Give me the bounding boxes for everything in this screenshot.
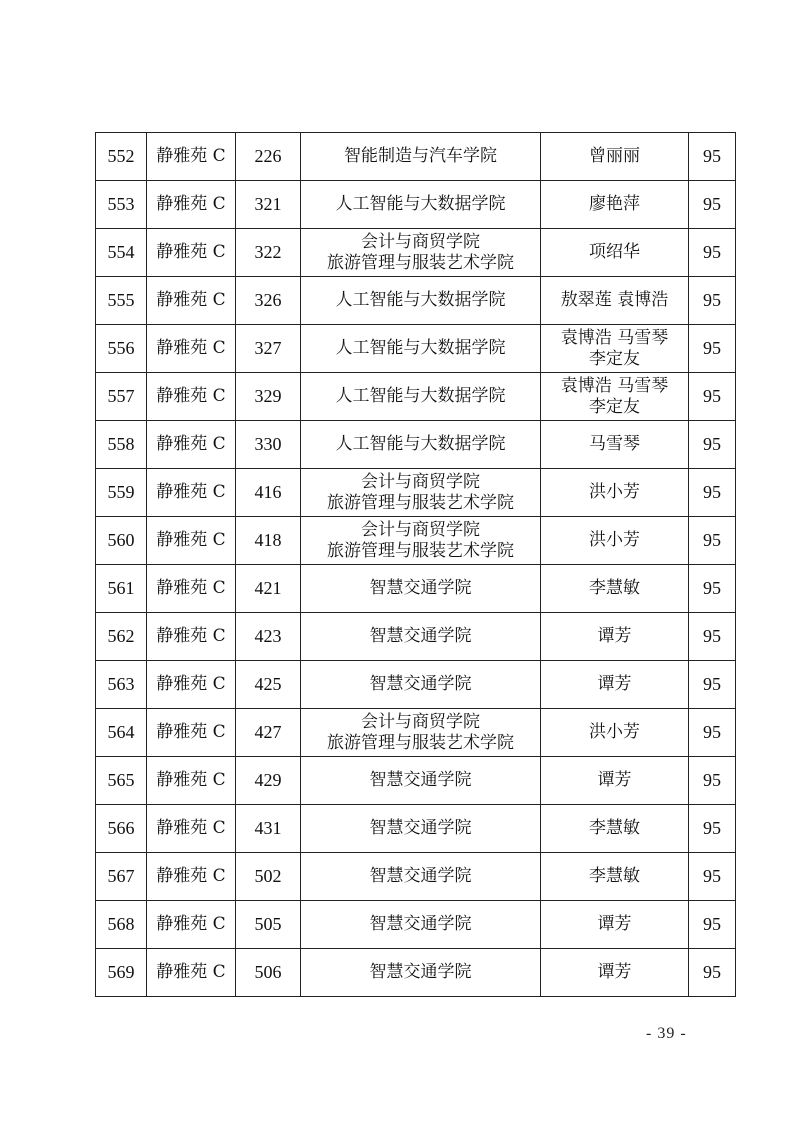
room-number-cell: 226 <box>236 133 301 181</box>
college-cell-line: 旅游管理与服装艺术学院 <box>327 492 514 513</box>
college-cell-line: 会计与商贸学院 <box>361 519 480 540</box>
college-cell-line: 旅游管理与服装艺术学院 <box>327 732 514 753</box>
responsible-person-cell <box>541 325 689 373</box>
table-row <box>96 469 736 517</box>
college-cell <box>301 325 541 373</box>
college-cell <box>301 229 541 277</box>
building-cell: 静雅苑 C <box>147 709 236 757</box>
building-cell: 静雅苑 C <box>147 901 236 949</box>
score-cell: 95 <box>689 613 736 661</box>
dormitory-score-table <box>95 132 736 997</box>
room-number-cell: 416 <box>236 469 301 517</box>
building-cell: 静雅苑 C <box>147 613 236 661</box>
score-cell: 95 <box>689 853 736 901</box>
responsible-person-cell-line: 袁博浩 马雪琴 <box>560 327 669 348</box>
building-cell: 静雅苑 C <box>147 325 236 373</box>
college-cell <box>301 277 541 325</box>
college-cell-line: 智慧交通学院 <box>369 674 472 694</box>
building-cell: 静雅苑 C <box>147 229 236 277</box>
responsible-person-cell-line: 谭芳 <box>597 962 632 982</box>
college-cell <box>301 949 541 997</box>
responsible-person-cell <box>541 133 689 181</box>
college-cell-line: 智慧交通学院 <box>369 818 472 838</box>
room-number-cell: 505 <box>236 901 301 949</box>
responsible-person-cell-line: 洪小芳 <box>589 482 640 502</box>
responsible-person-cell <box>541 805 689 853</box>
score-cell: 95 <box>689 373 736 421</box>
dormitory-score-table-container <box>95 132 735 997</box>
table-row <box>96 133 736 181</box>
responsible-person-cell <box>541 709 689 757</box>
college-cell <box>301 517 541 565</box>
building-cell: 静雅苑 C <box>147 853 236 901</box>
college-cell <box>301 709 541 757</box>
room-number-cell: 326 <box>236 277 301 325</box>
responsible-person-cell-line: 李慧敏 <box>589 578 640 598</box>
row-number-cell: 558 <box>96 421 147 469</box>
room-number-cell: 329 <box>236 373 301 421</box>
responsible-person-cell-line: 洪小芳 <box>589 722 640 742</box>
building-cell: 静雅苑 C <box>147 133 236 181</box>
page-number: - 39 - <box>646 1025 687 1042</box>
responsible-person-cell <box>541 613 689 661</box>
building-cell: 静雅苑 C <box>147 181 236 229</box>
row-number-cell: 568 <box>96 901 147 949</box>
responsible-person-cell-line: 李定友 <box>589 348 640 369</box>
table-row <box>96 661 736 709</box>
row-number-cell: 560 <box>96 517 147 565</box>
room-number-cell: 506 <box>236 949 301 997</box>
college-cell-line: 会计与商贸学院 <box>361 471 480 492</box>
building-cell: 静雅苑 C <box>147 949 236 997</box>
table-row <box>96 901 736 949</box>
responsible-person-cell <box>541 853 689 901</box>
responsible-person-cell-line: 谭芳 <box>597 914 632 934</box>
room-number-cell: 423 <box>236 613 301 661</box>
score-cell: 95 <box>689 277 736 325</box>
college-cell <box>301 805 541 853</box>
college-cell-line: 人工智能与大数据学院 <box>335 194 506 214</box>
room-number-cell: 330 <box>236 421 301 469</box>
table-row <box>96 757 736 805</box>
table-row <box>96 277 736 325</box>
row-number-cell: 555 <box>96 277 147 325</box>
college-cell-line: 旅游管理与服装艺术学院 <box>327 540 514 561</box>
row-number-cell: 567 <box>96 853 147 901</box>
room-number-cell: 322 <box>236 229 301 277</box>
responsible-person-cell <box>541 373 689 421</box>
room-number-cell: 425 <box>236 661 301 709</box>
score-cell: 95 <box>689 325 736 373</box>
responsible-person-cell <box>541 421 689 469</box>
room-number-cell: 429 <box>236 757 301 805</box>
responsible-person-cell-line: 李定友 <box>589 396 640 417</box>
building-cell: 静雅苑 C <box>147 661 236 709</box>
college-cell <box>301 421 541 469</box>
college-cell-line: 会计与商贸学院 <box>361 711 480 732</box>
table-row <box>96 709 736 757</box>
responsible-person-cell <box>541 517 689 565</box>
table-row <box>96 949 736 997</box>
responsible-person-cell-line: 谭芳 <box>597 674 632 694</box>
college-cell-line: 人工智能与大数据学院 <box>335 386 506 406</box>
responsible-person-cell-line: 项绍华 <box>589 242 640 262</box>
score-cell: 95 <box>689 901 736 949</box>
row-number-cell: 561 <box>96 565 147 613</box>
row-number-cell: 569 <box>96 949 147 997</box>
room-number-cell: 421 <box>236 565 301 613</box>
college-cell <box>301 901 541 949</box>
college-cell <box>301 661 541 709</box>
college-cell <box>301 133 541 181</box>
college-cell <box>301 757 541 805</box>
building-cell: 静雅苑 C <box>147 517 236 565</box>
responsible-person-cell <box>541 661 689 709</box>
responsible-person-cell <box>541 277 689 325</box>
responsible-person-cell <box>541 901 689 949</box>
row-number-cell: 554 <box>96 229 147 277</box>
building-cell: 静雅苑 C <box>147 277 236 325</box>
table-row <box>96 517 736 565</box>
college-cell <box>301 853 541 901</box>
score-cell: 95 <box>689 661 736 709</box>
building-cell: 静雅苑 C <box>147 469 236 517</box>
responsible-person-cell-line: 李慧敏 <box>589 818 640 838</box>
row-number-cell: 562 <box>96 613 147 661</box>
score-cell: 95 <box>689 421 736 469</box>
college-cell <box>301 373 541 421</box>
row-number-cell: 552 <box>96 133 147 181</box>
responsible-person-cell-line: 李慧敏 <box>589 866 640 886</box>
table-row <box>96 229 736 277</box>
college-cell-line: 智慧交通学院 <box>369 578 472 598</box>
row-number-cell: 566 <box>96 805 147 853</box>
building-cell: 静雅苑 C <box>147 421 236 469</box>
table-row <box>96 565 736 613</box>
college-cell <box>301 613 541 661</box>
score-cell: 95 <box>689 229 736 277</box>
table-row <box>96 373 736 421</box>
responsible-person-cell <box>541 469 689 517</box>
score-cell: 95 <box>689 181 736 229</box>
responsible-person-cell <box>541 565 689 613</box>
room-number-cell: 431 <box>236 805 301 853</box>
table-row <box>96 421 736 469</box>
college-cell-line: 旅游管理与服装艺术学院 <box>327 252 514 273</box>
responsible-person-cell <box>541 181 689 229</box>
room-number-cell: 327 <box>236 325 301 373</box>
responsible-person-cell-line: 敖翠莲 袁博浩 <box>560 290 669 310</box>
responsible-person-cell-line: 袁博浩 马雪琴 <box>560 375 669 396</box>
responsible-person-cell-line: 廖艳萍 <box>589 194 640 214</box>
score-cell: 95 <box>689 757 736 805</box>
responsible-person-cell <box>541 229 689 277</box>
responsible-person-cell-line: 曾丽丽 <box>589 146 640 166</box>
score-cell: 95 <box>689 133 736 181</box>
college-cell-line: 人工智能与大数据学院 <box>335 290 506 310</box>
row-number-cell: 553 <box>96 181 147 229</box>
row-number-cell: 565 <box>96 757 147 805</box>
score-cell: 95 <box>689 709 736 757</box>
responsible-person-cell <box>541 949 689 997</box>
table-row <box>96 181 736 229</box>
score-cell: 95 <box>689 517 736 565</box>
responsible-person-cell <box>541 757 689 805</box>
college-cell-line: 智慧交通学院 <box>369 770 472 790</box>
row-number-cell: 563 <box>96 661 147 709</box>
table-row <box>96 325 736 373</box>
building-cell: 静雅苑 C <box>147 757 236 805</box>
college-cell-line: 人工智能与大数据学院 <box>335 434 506 454</box>
responsible-person-cell-line: 谭芳 <box>597 770 632 790</box>
responsible-person-cell-line: 洪小芳 <box>589 530 640 550</box>
table-row <box>96 613 736 661</box>
college-cell <box>301 469 541 517</box>
college-cell-line: 智慧交通学院 <box>369 914 472 934</box>
college-cell-line: 人工智能与大数据学院 <box>335 338 506 358</box>
row-number-cell: 564 <box>96 709 147 757</box>
score-cell: 95 <box>689 805 736 853</box>
college-cell-line: 智慧交通学院 <box>369 626 472 646</box>
building-cell: 静雅苑 C <box>147 805 236 853</box>
college-cell <box>301 181 541 229</box>
table-row <box>96 805 736 853</box>
table-row <box>96 853 736 901</box>
room-number-cell: 427 <box>236 709 301 757</box>
room-number-cell: 502 <box>236 853 301 901</box>
building-cell: 静雅苑 C <box>147 373 236 421</box>
responsible-person-cell-line: 谭芳 <box>597 626 632 646</box>
building-cell: 静雅苑 C <box>147 565 236 613</box>
college-cell-line: 智能制造与汽车学院 <box>344 146 497 166</box>
row-number-cell: 556 <box>96 325 147 373</box>
table-body <box>96 133 736 997</box>
row-number-cell: 559 <box>96 469 147 517</box>
college-cell-line: 会计与商贸学院 <box>361 231 480 252</box>
row-number-cell: 557 <box>96 373 147 421</box>
score-cell: 95 <box>689 469 736 517</box>
college-cell-line: 智慧交通学院 <box>369 962 472 982</box>
college-cell-line: 智慧交通学院 <box>369 866 472 886</box>
room-number-cell: 418 <box>236 517 301 565</box>
score-cell: 95 <box>689 949 736 997</box>
room-number-cell: 321 <box>236 181 301 229</box>
score-cell: 95 <box>689 565 736 613</box>
college-cell <box>301 565 541 613</box>
responsible-person-cell-line: 马雪琴 <box>589 434 640 454</box>
